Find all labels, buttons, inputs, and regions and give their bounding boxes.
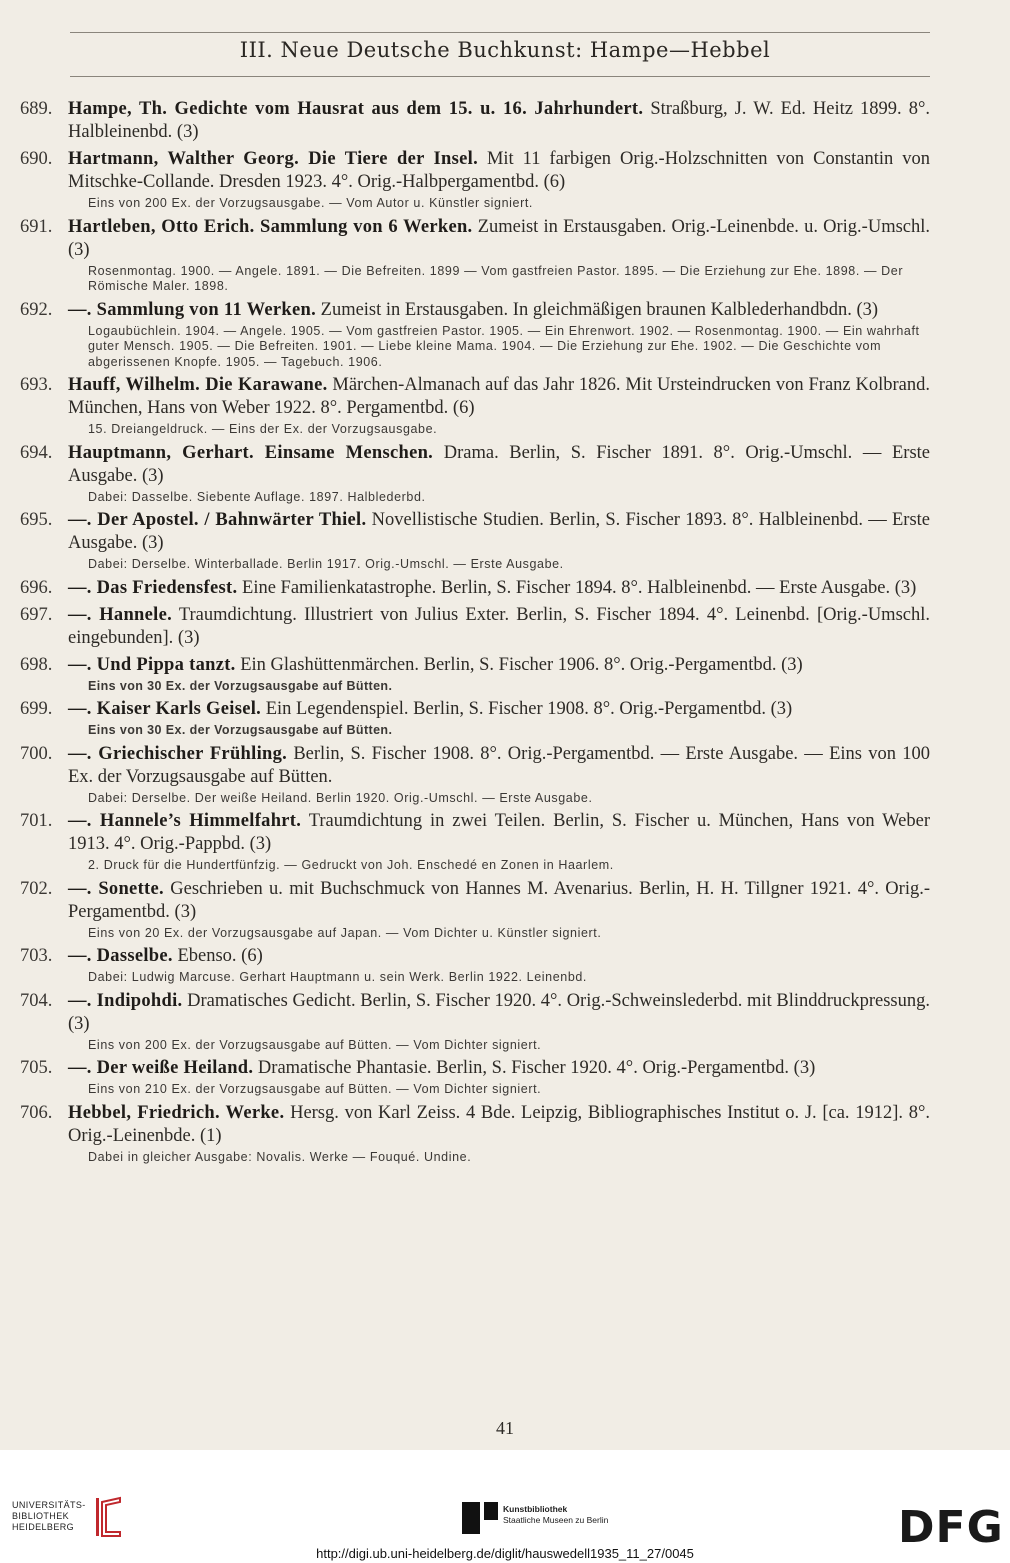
catalog-entry xyxy=(20,98,930,144)
header-rule-bottom xyxy=(70,76,930,77)
entry-number: 701. xyxy=(20,811,53,831)
entry-text xyxy=(68,945,930,968)
entry-text xyxy=(68,509,930,555)
library-name: Kunstbibliothek xyxy=(503,1504,568,1514)
entry-description: Märchen-Almanach auf das Jahr 1826. Mit Ursteindrucken von Franz Kolbrand. München, Hans von Weber 1922. 8°. Pergamentbd. (6) xyxy=(68,375,930,418)
entry-text xyxy=(68,216,930,262)
entry-description: Ein Legendenspiel. Berlin, S. Fischer 1908. 8°. Orig.-Pergamentbd. (3) xyxy=(265,699,793,719)
entry-description: Novellistische Studien. Berlin, S. Fischer 1893. 8°. Halbleinenbd. — Erste Ausgabe. (3) xyxy=(68,510,930,553)
entry-number: 703. xyxy=(20,946,53,966)
entry-text xyxy=(68,442,930,488)
entry-number: 693. xyxy=(20,375,53,395)
entry-number: 695. xyxy=(20,510,53,530)
entry-description: Berlin, S. Fischer 1908. 8°. Orig.-Pergamentbd. — Erste Ausgabe. — Eins von 100 Ex. der Vorzugsausgabe auf Bütten. xyxy=(68,743,930,787)
entry-number: 689. xyxy=(20,99,53,119)
catalog-entry xyxy=(20,148,930,212)
entry-text xyxy=(68,743,930,789)
entry-note: Dabei: Derselbe. Der weiße Heiland. Berlin 1920. Orig.-Umschl. — Erste Ausgabe. xyxy=(88,790,593,805)
entry-number: 705. xyxy=(20,1058,53,1078)
entry-description: Geschrieben u. mit Buchschmuck von Hannes M. Avenarius. Berlin, H. H. Tillgner 1921. 4°. Orig.-Pergamentbd. (3) xyxy=(68,878,931,922)
catalog-entry xyxy=(20,374,930,438)
entry-note: 2. Druck für die Hundertfünfzig. — Gedruckt von Joh. Enschedé en Zonen in Haarlem. xyxy=(88,858,614,872)
entry-heading: —. Indipohdi. xyxy=(68,990,183,1011)
entry-heading: —. Kaiser Karls Geisel. xyxy=(68,699,262,719)
entry-number: 690. xyxy=(20,149,53,169)
entry-text xyxy=(68,374,930,420)
entry-number: 698. xyxy=(20,654,53,675)
entry-note: Eins von 210 Ex. der Vorzugsausgabe auf Bütten. — Vom Dichter signiert. xyxy=(88,1082,542,1096)
entry-note: Dabei: Ludwig Marcuse. Gerhart Hauptmann u. sein Werk. Berlin 1922. Leinenbd. xyxy=(88,970,587,984)
entry-heading: —. Das Friedensfest. xyxy=(68,577,238,598)
catalog-entry xyxy=(20,878,930,942)
entry-description: Ebenso. (6) xyxy=(177,946,263,966)
entry-text xyxy=(68,878,930,924)
kunstbibliothek-logo-icon xyxy=(462,1502,498,1534)
library-subtitle: Staatliche Museen zu Berlin xyxy=(503,1515,609,1525)
university-library-name xyxy=(12,1500,92,1533)
entry-text xyxy=(68,148,930,194)
entry-description: Dramatisches Gedicht. Berlin, S. Fischer 1920. 4°. Orig.-Schweinslederbd. mit Blinddruckpressung. (3) xyxy=(68,990,931,1034)
entry-description: Drama. Berlin, S. Fischer 1891. 8°. Orig.-Umschl. — Erste Ausgabe. (3) xyxy=(68,442,931,486)
entry-heading: —. Hannele’s Himmelfahrt. xyxy=(68,811,302,831)
entry-number: 691. xyxy=(20,216,53,237)
entry-number: 704. xyxy=(20,990,53,1011)
entry-note: Dabei: Derselbe. Winterballade. Berlin 1917. Orig.-Umschl. — Erste Ausgabe. xyxy=(88,557,564,571)
entry-description: Traumdichtung in zwei Teilen. Berlin, S. Fischer u. München, Hans von Weber 1913. 4°. Orig.-Pappbd. (3) xyxy=(68,811,930,854)
entry-text xyxy=(68,810,930,856)
university-line-3: HEIDELBERG xyxy=(12,1522,75,1532)
entry-description: Dramatische Phantasie. Berlin, S. Fischer 1920. 4°. Orig.-Pergamentbd. (3) xyxy=(257,1058,816,1078)
catalog-entry xyxy=(20,299,930,371)
entry-heading: Hampe, Th. Gedichte vom Hausrat aus dem 15. u. 16. Jahrhundert. xyxy=(68,99,644,119)
catalog-entry xyxy=(20,1102,930,1166)
entry-number: 702. xyxy=(20,878,53,899)
entry-heading: —. Und Pippa tanzt. xyxy=(68,654,236,675)
entry-number: 700. xyxy=(20,743,53,764)
catalog-entry xyxy=(20,743,930,807)
entry-description: Hersg. von Karl Zeiss. 4 Bde. Leipzig, Bibliographisches Institut o. J. [ca. 1912]. 8°. Orig.-Leinenbde. (1) xyxy=(68,1102,931,1146)
entry-description: Zumeist in Erstausgaben. In gleichmäßigen braunen Kalblederhandbdn. (3) xyxy=(320,299,879,320)
entry-note: Eins von 30 Ex. der Vorzugsausgabe auf Bütten. xyxy=(88,723,393,737)
entry-heading: —. Sammlung von 11 Werken. xyxy=(68,299,317,320)
catalog-entry xyxy=(20,654,930,695)
footer-bar xyxy=(0,1450,1010,1563)
entry-number: 706. xyxy=(20,1102,53,1123)
entry-text xyxy=(68,1102,930,1148)
catalog-entry xyxy=(20,577,930,600)
entry-number: 696. xyxy=(20,577,53,598)
entry-note: Logaubüchlein. 1904. — Angele. 1905. — Vom gastfreien Pastor. 1905. — Ein Ehrenwort. 1902. — Rosenmontag. 1900. — Ein wahrhaft guter Mensch. 1905. — Die Befreiten. 1901. — Liebe kleine Mama. 1904. — Die Erziehung zur Ehe. 1902. — Die Geschichte vom abgerissenen Knopfe. 1905. — Tagebuch. 1906. xyxy=(88,323,920,369)
entry-number: 697. xyxy=(20,604,53,625)
catalog-entry xyxy=(20,810,930,874)
university-line-1: UNIVERSITÄTS- xyxy=(12,1500,86,1510)
catalog-entry xyxy=(20,698,930,739)
entry-heading: Hartmann, Walther Georg. Die Tiere der Insel. xyxy=(68,149,478,169)
entry-heading: Hauff, Wilhelm. Die Karawane. xyxy=(68,375,328,395)
entry-text xyxy=(68,1057,930,1080)
entry-note: 15. Dreiangeldruck. — Eins der Ex. der Vorzugsausgabe. xyxy=(88,422,438,436)
entry-number: 699. xyxy=(20,699,53,719)
catalog-entry xyxy=(20,604,930,650)
entry-heading: —. Dasselbe. xyxy=(68,946,173,966)
source-url-link[interactable]: http://digi.ub.uni-heidelberg.de/diglit/hauswedell1935_11_27/0045 xyxy=(316,1546,694,1561)
entry-description: Mit 11 farbigen Orig.-Holzschnitten von Constantin von Mitschke-Collande. Dresden 1923. 4°. Orig.-Halbpergamentbd. (6) xyxy=(68,149,931,192)
entry-text xyxy=(68,98,930,144)
kunstbibliothek-text xyxy=(503,1504,608,1526)
entry-heading: —. Der weiße Heiland. xyxy=(68,1058,254,1078)
entry-description: Eine Familienkatastrophe. Berlin, S. Fischer 1894. 8°. Halbleinenbd. — Erste Ausgabe. (3) xyxy=(242,577,917,598)
university-line-2: BIBLIOTHEK xyxy=(12,1511,70,1521)
entry-heading: —. Griechischer Frühling. xyxy=(68,743,288,764)
catalog-entry xyxy=(20,216,930,295)
entry-description: Straßburg, J. W. Ed. Heitz 1899. 8°. Halbleinenbd. (3) xyxy=(68,99,930,142)
entry-number: 692. xyxy=(20,299,53,320)
entry-description: Zumeist in Erstausgaben. Orig.-Leinenbde. u. Orig.-Umschl. (3) xyxy=(68,216,931,260)
entry-description: Ein Glashüttenmärchen. Berlin, S. Fischer 1906. 8°. Orig.-Pergamentbd. (3) xyxy=(240,654,803,675)
entry-note: Eins von 30 Ex. der Vorzugsausgabe auf Bütten. xyxy=(88,678,393,693)
catalog-entry xyxy=(20,1057,930,1098)
entry-heading: —. Sonette. xyxy=(68,878,164,899)
entry-note: Eins von 200 Ex. der Vorzugsausgabe auf Bütten. — Vom Dichter signiert. xyxy=(88,1037,542,1052)
entry-text xyxy=(68,990,930,1036)
entry-text xyxy=(68,654,930,677)
university-logo-icon xyxy=(92,1496,124,1538)
catalog-entry xyxy=(20,990,930,1054)
entry-text xyxy=(68,604,930,650)
entry-heading: —. Hannele. xyxy=(68,604,173,625)
entry-note: Rosenmontag. 1900. — Angele. 1891. — Die Befreiten. 1899 — Vom gastfreien Pastor. 1895. — Die Erziehung zur Ehe. 1898. — Der Römische Maler. 1898. xyxy=(88,263,904,293)
entry-text xyxy=(68,299,930,322)
entry-heading: —. Der Apostel. / Bahnwärter Thiel. xyxy=(68,510,367,530)
entry-text xyxy=(68,577,930,600)
catalog-entry xyxy=(20,509,930,573)
entry-note: Dabei: Dasselbe. Siebente Auflage. 1897. Halblederbd. xyxy=(88,489,426,504)
entry-heading: Hebbel, Friedrich. Werke. xyxy=(68,1102,285,1123)
entry-number: 694. xyxy=(20,442,53,463)
catalog-entry xyxy=(20,945,930,986)
catalog-entry xyxy=(20,442,930,506)
header-rule-top xyxy=(70,32,930,33)
dfg-logo: DFG xyxy=(898,1502,1004,1553)
entry-text xyxy=(68,698,930,721)
entry-heading: Hauptmann, Gerhart. Einsame Menschen. xyxy=(68,442,434,463)
entry-description: Traumdichtung. Illustriert von Julius Exter. Berlin, S. Fischer 1894. 4°. Leinenbd. [Orig.-Umschl. eingebunden]. (3) xyxy=(68,604,930,648)
entry-note: Eins von 20 Ex. der Vorzugsausgabe auf Japan. — Vom Dichter u. Künstler signiert. xyxy=(88,925,602,940)
entry-note: Eins von 200 Ex. der Vorzugsausgabe. — Vom Autor u. Künstler signiert. xyxy=(88,196,534,210)
page-header-title: III. Neue Deutsche Buchkunst: Hampe—Hebbel xyxy=(239,38,771,62)
page-number: 41 xyxy=(496,1418,514,1438)
entry-heading: Hartleben, Otto Erich. Sammlung von 6 Werken. xyxy=(68,216,473,237)
entry-note: Dabei in gleicher Ausgabe: Novalis. Werke — Fouqué. Undine. xyxy=(88,1149,472,1164)
catalog-entries xyxy=(20,98,930,1169)
